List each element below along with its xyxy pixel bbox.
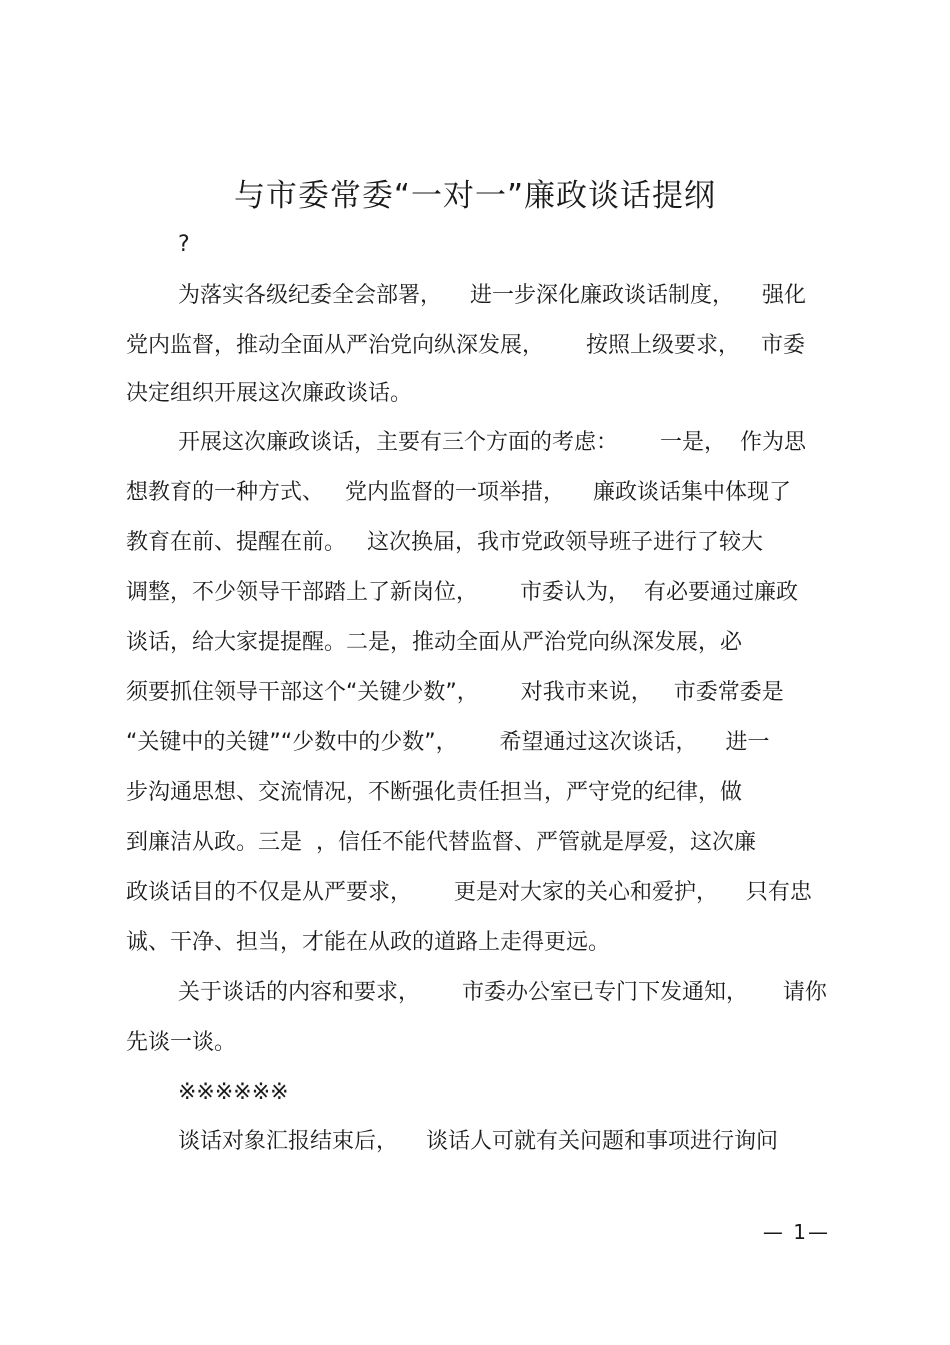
- separator-marks: ※※※※※※: [178, 1080, 289, 1105]
- body-line-14: 诚、干净、担当，才能在从政的道路上走得更远。: [126, 930, 611, 955]
- body-line-12: 到廉洁从政。三是 ，信任不能代替监督、严管就是厚爱，这次廉: [126, 830, 756, 855]
- body-line-5: 想教育的一种方式、 党内监督的一项举措， 廉政谈话集中体现了: [126, 480, 791, 505]
- document-title: 与市委常委“一对一”廉政谈话提纲: [233, 178, 717, 214]
- body-line-13: 政谈话目的不仅是从严要求， 更是对大家的关心和爱护， 只有忠: [126, 880, 812, 905]
- body-line-8: 谈话，给大家提提醒。二是，推动全面从严治党向纵深发展，必: [126, 630, 743, 655]
- body-line-3: 决定组织开展这次廉政谈话。: [126, 381, 413, 406]
- body-line-18: 谈话对象汇报结束后， 谈话人可就有关问题和事项进行询问: [178, 1129, 778, 1154]
- body-line-2: 党内监督，推动全面从严治党向纵深发展， 按照上级要求， 市委: [126, 333, 805, 358]
- body-line-15: 关于谈话的内容和要求， 市委办公室已专门下发通知， 请你: [178, 980, 827, 1005]
- body-line-4: 开展这次廉政谈话，主要有三个方面的考虑： 一是， 作为思: [178, 430, 806, 455]
- body-line-7: 调整，不少领导干部踏上了新岗位， 市委认为， 有必要通过廉政: [126, 580, 798, 605]
- body-line-10: “关键中的关键”“少数中的少数”， 希望通过这次谈话， 进一: [126, 730, 770, 755]
- question-mark: ?: [178, 232, 190, 257]
- page-number: — 1—: [762, 1220, 830, 1244]
- body-line-1: 为落实各级纪委全会部署， 进一步深化廉政谈话制度， 强化: [178, 283, 806, 308]
- body-line-11: 步沟通思想、交流情况，不断强化责任担当，严守党的纪律，做: [126, 780, 743, 805]
- body-line-6: 教育在前、提醒在前。 这次换届，我市党政领导班子进行了较大: [126, 530, 763, 555]
- body-line-9: 须要抓住领导干部这个“关键少数”， 对我市来说， 市委常委是: [126, 680, 784, 705]
- body-line-16: 先谈一谈。: [126, 1030, 237, 1055]
